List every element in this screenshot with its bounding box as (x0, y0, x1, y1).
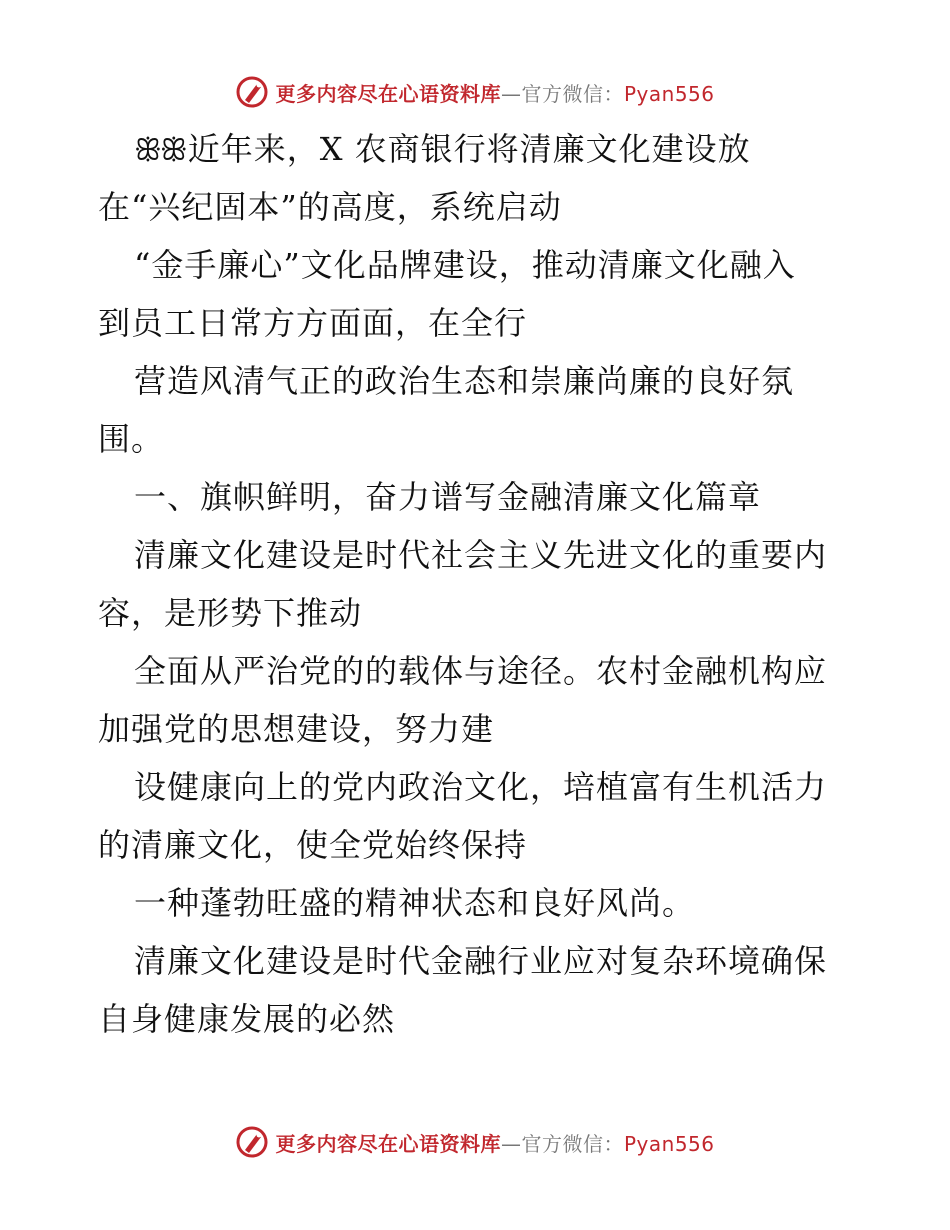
banner-text (275, 1128, 714, 1157)
paragraph-line: 设健康向上的党内政治文化，培植富有生机活力 (134, 768, 828, 806)
paragraph-line: 在“兴纪固本”的高度，系统启动 (98, 188, 562, 226)
paragraph-line (98, 120, 858, 178)
banner-account: Pyan556 (623, 81, 715, 106)
logo-icon (235, 75, 269, 109)
document-body (98, 120, 858, 1048)
paragraph-line: 自身健康发展的必然 (98, 1000, 396, 1038)
paragraph-line: 容，是形势下推动 (98, 594, 363, 632)
paragraph-line: 全面从严治党的的载体与途径。农村金融机构应 (134, 652, 828, 690)
banner-separator-text: —官方微信： (500, 81, 624, 106)
banner-account: Pyan556 (623, 1131, 715, 1156)
header-banner (0, 70, 950, 114)
logo-icon (235, 1125, 269, 1159)
banner-text (275, 78, 714, 107)
ornament-icon: ꕥꕥ (134, 133, 186, 168)
paragraph-line: 一种蓬勃旺盛的精神状态和良好风尚。 (134, 884, 696, 922)
paragraph-line: 加强党的思想建设，努力建 (98, 710, 495, 748)
banner-main-text: 更多内容尽在心语资料库 (275, 1131, 501, 1156)
paragraph-line: 到员工日常方方面面，在全行 (98, 304, 528, 342)
paragraph-line: 营造风清气正的政治生态和崇廉尚廉的良好氛 (134, 362, 795, 400)
line-text: 近年来，X 农商银行将清廉文化建设放 (187, 130, 751, 168)
paragraph-line: 围。 (98, 420, 165, 458)
paragraph-line: 的清廉文化，使全党始终保持 (98, 826, 528, 864)
footer-banner (0, 1120, 950, 1164)
paragraph-line: “金手廉心”文化品牌建设，推动清廉文化融入 (134, 246, 796, 284)
banner-main-text: 更多内容尽在心语资料库 (275, 81, 501, 106)
paragraph-line: 清廉文化建设是时代社会主义先进文化的重要内 (134, 536, 828, 574)
banner-separator-text: —官方微信： (500, 1131, 624, 1156)
section-heading: 一、旗帜鲜明，奋力谱写金融清廉文化篇章 (134, 478, 762, 516)
paragraph-line: 清廉文化建设是时代金融行业应对复杂环境确保 (134, 942, 828, 980)
